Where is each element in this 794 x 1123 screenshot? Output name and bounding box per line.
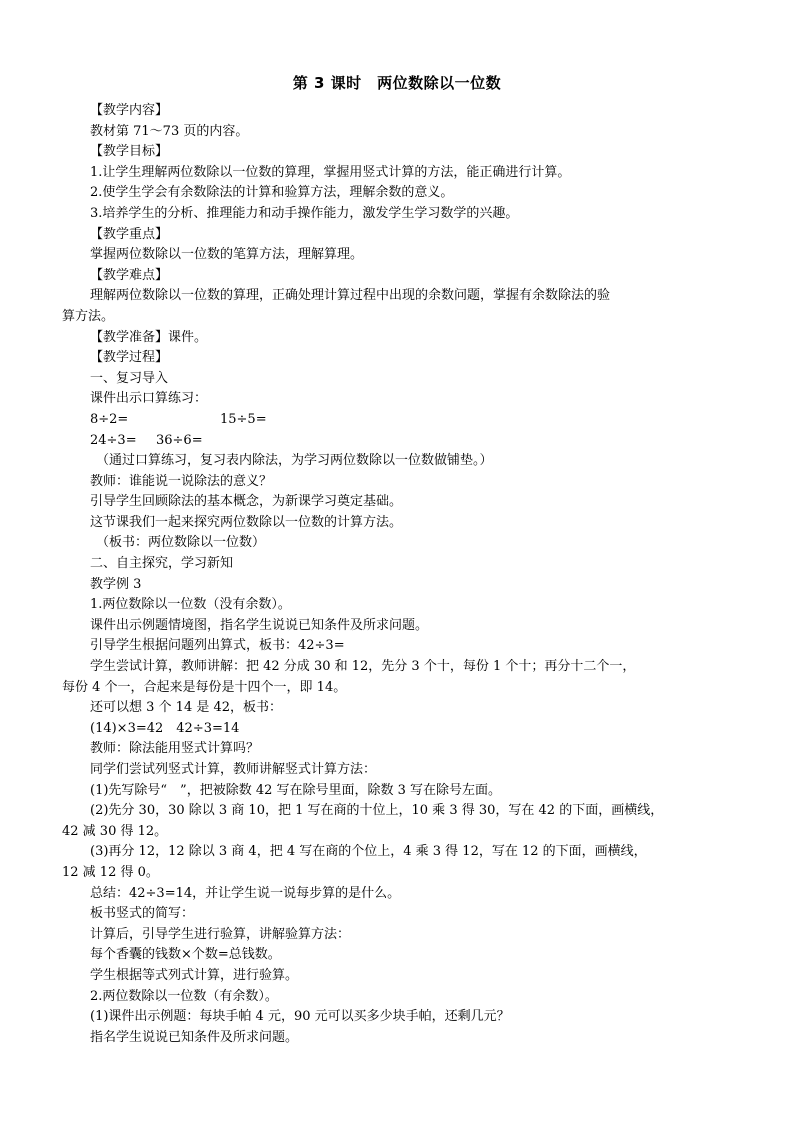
heading-key-point: 【教学重点】 [90,226,169,242]
paragraph: （通过口算练习，复习表内除法，为学习两位数除以一位数做铺垫。） [96,453,493,469]
objective-item: 3.培养学生的分析、推理能力和动手操作能力，激发学生学习数学的兴趣。 [90,205,519,221]
paragraph: 这节课我们一起来探究两位数除以一位数的计算方法。 [90,514,403,530]
section-heading: 二、自主探究，学习新知 [90,556,234,572]
paragraph: 指名学生说说已知条件及所求问题。 [90,1029,299,1045]
lesson-title: 第 3 课时 两位数除以一位数 [292,74,502,92]
paragraph: 每个香囊的钱数×个数=总钱数。 [90,947,281,963]
paragraph: 2.两位数除以一位数（有余数）。 [90,988,278,1004]
paragraph: 还可以想 3 个 14 是 42，板书： [90,700,283,716]
oral-calc-row [62,410,742,431]
paragraph-continuation: 每份 4 个一，合起来是每份是十四个一，即 14。 [62,679,347,695]
objective-item: 1.让学生理解两位数除以一位数的算理，掌握用竖式计算的方法，能正确进行计算。 [90,164,571,180]
lesson-body [62,101,742,1048]
paragraph: 引导学生根据问题列出算式，板书：42÷3= [90,638,345,654]
heading-difficulty: 【教学难点】 [90,267,169,283]
paragraph: 1.两位数除以一位数（没有余数）。 [90,597,291,613]
oral-calc-row [62,431,742,452]
step-item: (1)先写除号“ ”，把被除数 42 写在除号里面，除数 3 写在除号左面。 [90,782,502,798]
paragraph: 教材第 71～73 页的内容。 [90,123,249,139]
paragraph: 同学们尝试列竖式计算，教师讲解竖式计算方法： [90,762,377,777]
paragraph: 学生根据等式列式计算，进行验算。 [90,967,299,983]
paragraph: 课件出示例题情境图，指名学生说说已知条件及所求问题。 [90,617,429,633]
section-heading: 一、复习导入 [90,370,169,386]
paragraph: 教师：除法能用竖式计算吗？ [90,741,260,757]
calc-item: 36÷6= [156,432,203,448]
paragraph: （板书：两位数除以一位数） [96,535,266,551]
equation: (14)×3=42 42÷3=14 [90,720,240,736]
paragraph: 掌握两位数除以一位数的笔算方法，理解算理。 [90,247,364,263]
paragraph: 教师：谁能说一说除法的意义？ [90,473,273,489]
paragraph-continuation: 算方法。 [62,308,115,324]
heading-preparation: 【教学准备】课件。 [90,329,208,345]
paragraph: 板书竖式的简写： [90,906,195,922]
calc-item: 8÷2= [90,411,129,427]
step-item: (1)课件出示例题：每块手帕 4 元，90 元可以买多少块手帕，还剩几元？ [90,1009,510,1025]
paragraph: 理解两位数除以一位数的算理，正确处理计算过程中出现的余数问题，掌握有余数除法的验 [90,288,611,304]
paragraph-continuation: 42 减 30 得 12。 [62,823,168,839]
paragraph-continuation: 12 减 12 得 0。 [62,864,159,880]
step-item: (3)再分 12，12 除以 3 商 4，把 4 写在商的个位上，4 乘 3 得 12，写在 12 的下面，画横线， [90,844,647,860]
calc-item: 24÷3= [90,432,137,448]
paragraph: 教学例 3 [90,576,142,592]
heading-content: 【教学内容】 [90,103,169,118]
objective-item: 2.使学生学会有余数除法的计算和验算方法，理解余数的意义。 [90,185,454,201]
paragraph: 课件出示口算练习： [90,391,208,407]
paragraph: 学生尝试计算，教师讲解：把 42 分成 30 和 12，先分 3 个十，每份 1 个十；再分十二个一， [90,659,636,675]
heading-process: 【教学过程】 [90,350,169,366]
paragraph: 计算后，引导学生进行验算，讲解验算方法： [90,926,351,942]
paragraph: 引导学生回顾除法的基本概念，为新课学习奠定基础。 [90,494,403,510]
calc-item: 15÷5= [220,411,267,427]
paragraph: 总结：42÷3=14，并让学生说一说每步算的是什么。 [90,885,401,901]
step-item: (2)先分 30，30 除以 3 商 10，把 1 写在商的十位上，10 乘 3 得 30，写在 42 的下面，画横线， [90,803,664,819]
heading-objectives: 【教学目标】 [90,144,169,160]
